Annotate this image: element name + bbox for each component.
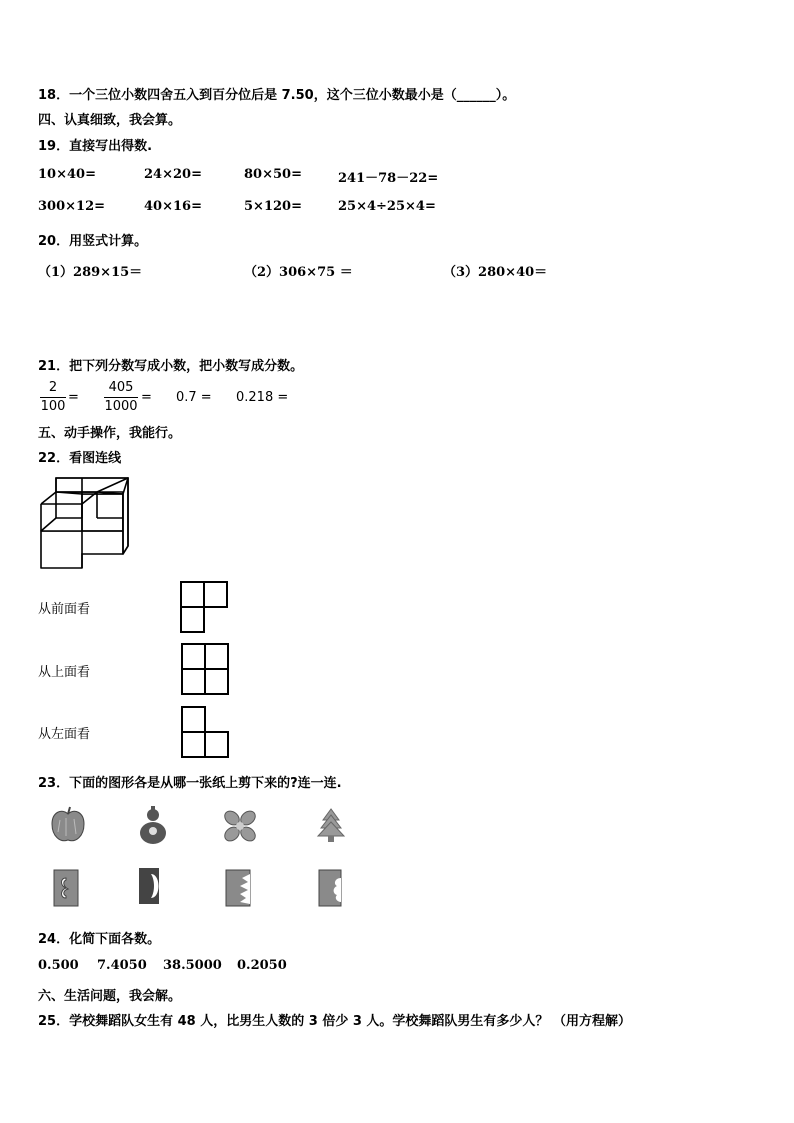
view-label-left: 从左面看 xyxy=(38,727,91,742)
number-item: 38.5000 xyxy=(163,958,222,973)
view-figure-2 xyxy=(180,642,230,696)
fraction-2 xyxy=(104,380,138,415)
calc-item: 10×40= xyxy=(38,167,96,182)
view-label-top: 从上面看 xyxy=(38,665,91,680)
paper-cut-3-icon xyxy=(224,868,252,908)
view-label-front: 从前面看 xyxy=(38,602,91,617)
question-22-title: 22．看图连线 xyxy=(38,451,122,466)
decimal-item: 0.218 = xyxy=(236,390,289,405)
view-figure-3 xyxy=(180,705,230,759)
equals-sign: = xyxy=(68,390,79,405)
section-5-heading: 五、动手操作，我能行。 xyxy=(38,426,182,441)
question-25: 25．学校舞蹈队女生有 48 人，比男生人数的 3 倍少 3 人。学校舞蹈队男生有多少人？ （用方程解） xyxy=(38,1014,631,1029)
question-19-title: 19．直接写出得数. xyxy=(38,139,153,154)
calc-item: 300×12= xyxy=(38,199,106,214)
tree-shape-icon xyxy=(316,808,346,844)
section-6-heading: 六、生活问题，我会解。 xyxy=(38,989,182,1004)
number-item: 0.500 xyxy=(38,958,79,973)
vertical-calc-item: （3）280×40＝ xyxy=(443,265,548,280)
calc-item: 24×20= xyxy=(144,167,202,182)
gourd-shape-icon xyxy=(138,806,168,846)
numerator: 2 xyxy=(48,380,58,395)
decimal-item: 0.7 = xyxy=(176,390,212,405)
calc-item: 241－78－22= xyxy=(338,171,439,186)
equals-sign: = xyxy=(141,390,152,405)
paper-cut-4-icon xyxy=(317,868,347,908)
cube-stack-figure xyxy=(38,474,138,574)
paper-cut-1-icon xyxy=(52,868,80,908)
denominator: 1000 xyxy=(104,399,138,414)
numerator: 405 xyxy=(108,380,134,395)
flower-shape-icon xyxy=(222,808,258,844)
calc-item: 80×50= xyxy=(244,167,302,182)
calc-item: 25×4÷25×4= xyxy=(338,199,436,214)
denominator: 100 xyxy=(40,399,66,414)
question-18: 18．一个三位小数四舍五入到百分位后是 7.50，这个三位小数最小是（______）。 xyxy=(38,88,516,103)
question-23-title: 23．下面的图形各是从哪一张纸上剪下来的?连一连. xyxy=(38,776,342,791)
apple-shape-icon xyxy=(50,806,86,844)
number-item: 7.4050 xyxy=(97,958,147,973)
question-20-title: 20．用竖式计算。 xyxy=(38,234,148,249)
view-figure-1 xyxy=(179,580,229,634)
vertical-calc-item: （2）306×75 ＝ xyxy=(244,265,353,280)
calc-item: 40×16= xyxy=(144,199,202,214)
section-4-heading: 四、认真细致，我会算。 xyxy=(38,113,182,128)
number-item: 0.2050 xyxy=(237,958,287,973)
question-24-title: 24．化简下面各数。 xyxy=(38,932,161,947)
paper-cut-2-icon xyxy=(137,866,167,906)
question-21-title: 21．把下列分数写成小数，把小数写成分数。 xyxy=(38,359,304,374)
calc-item: 5×120= xyxy=(244,199,302,214)
vertical-calc-item: （1）289×15＝ xyxy=(38,265,143,280)
fraction-1 xyxy=(40,380,66,415)
